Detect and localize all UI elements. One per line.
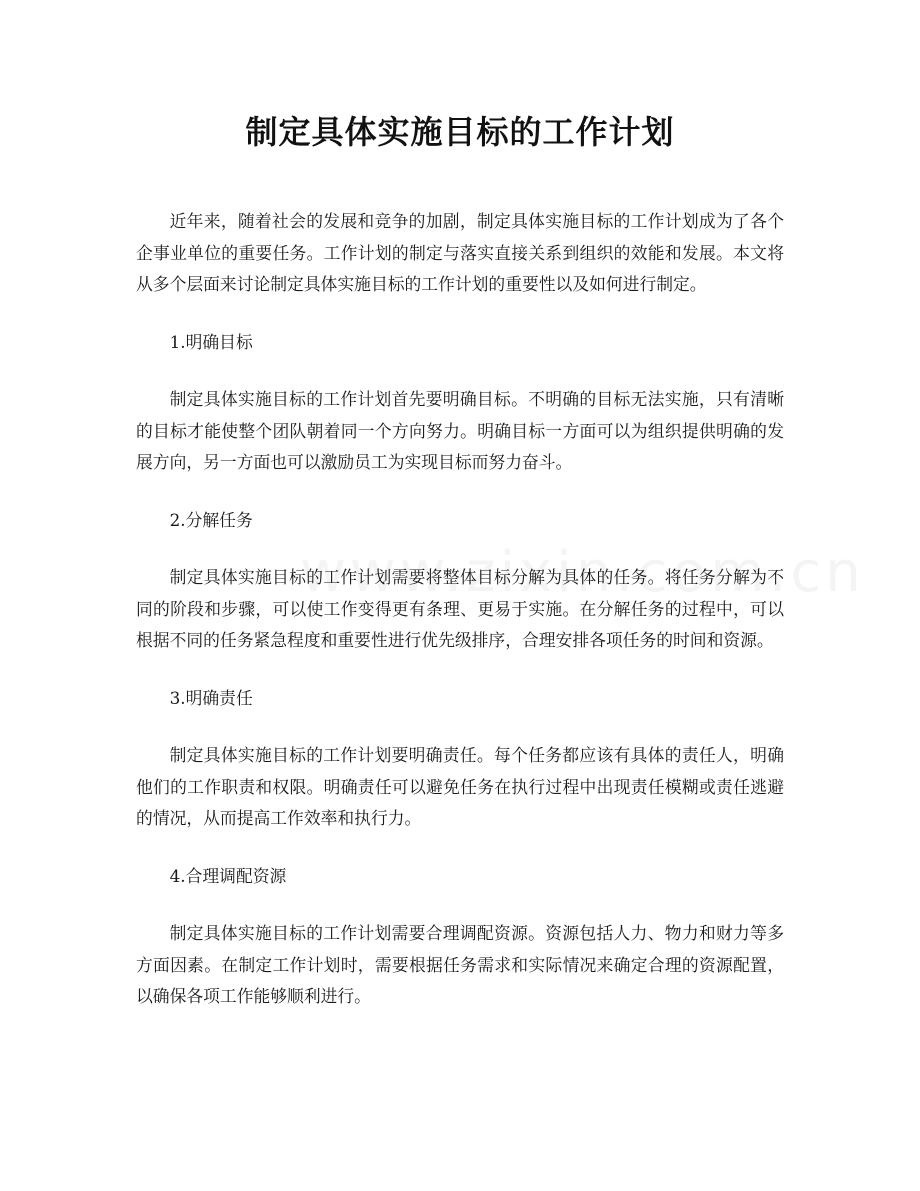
section-body-3: 制定具体实施目标的工作计划要明确责任。每个任务都应该有具体的责任人，明确他们的工作职责和权限。明确责任可以避免任务在执行过程中出现责任模糊或责任逃避的情况，从而提高工作效率和执行力。: [136, 745, 784, 828]
section-heading-2: 2.分解任务: [169, 509, 253, 530]
section-heading-4: 4.合理调配资源: [169, 865, 287, 886]
page-title: 制定具体实施目标的工作计划: [245, 113, 675, 151]
section-body-1: 制定具体实施目标的工作计划首先要明确目标。不明确的目标无法实施，只有清晰的目标才能使整个团队朝着同一个方向努力。明确目标一方面可以为组织提供明确的发展方向，另一方面也可以激励员工为实现目标而努力奋斗。: [136, 389, 784, 472]
intro-paragraph: 近年来，随着社会的发展和竞争的加剧，制定具体实施目标的工作计划成为了各个企事业单位的重要任务。工作计划的制定与落实直接关系到组织的效能和发展。本文将从多个层面来讨论制定具体实施目标的工作计划的重要性以及如何进行制定。: [136, 211, 784, 294]
section-heading-1: 1.明确目标: [169, 331, 253, 352]
section-body-4: 制定具体实施目标的工作计划需要合理调配资源。资源包括人力、物力和财力等多方面因素。在制定工作计划时，需要根据任务需求和实际情况来确定合理的资源配置，以确保各项工作能够顺利进行。: [136, 923, 784, 1006]
section-body-2: 制定具体实施目标的工作计划需要将整体目标分解为具体的任务。将任务分解为不同的阶段和步骤，可以使工作变得更有条理、更易于实施。在分解任务的过程中，可以根据不同的任务紧急程度和重要性进行优先级排序，合理安排各项任务的时间和资源。: [136, 567, 784, 650]
section-heading-3: 3.明确责任: [169, 687, 253, 708]
